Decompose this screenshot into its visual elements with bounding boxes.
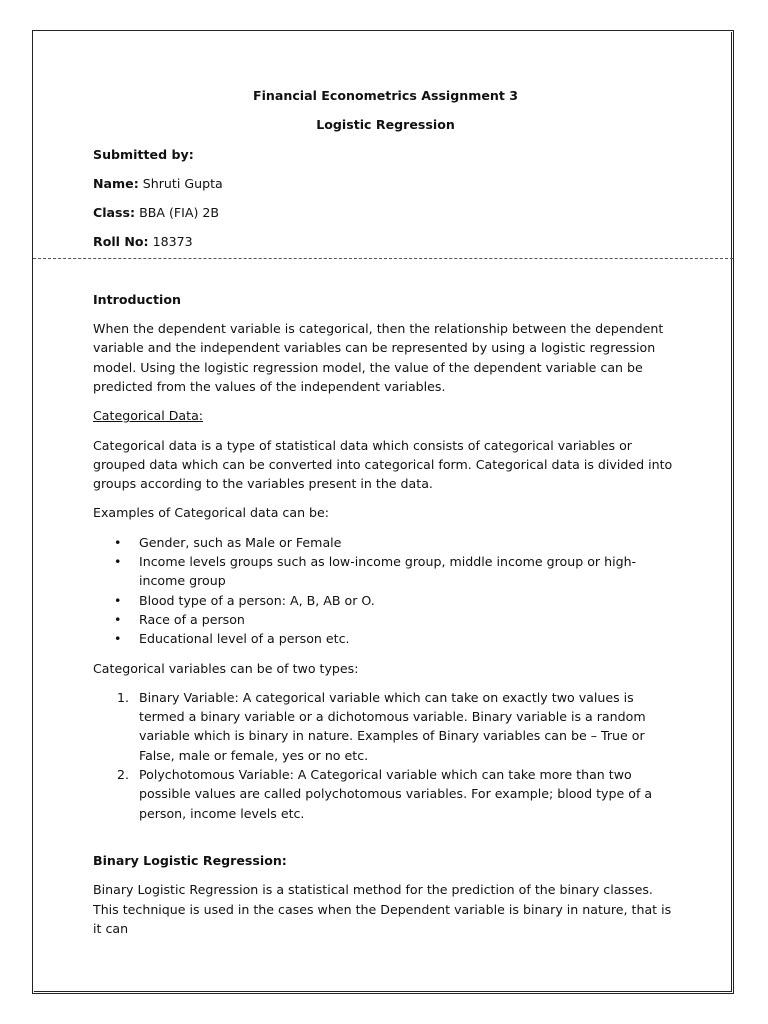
introduction-heading: Introduction: [93, 291, 181, 307]
list-item: [93, 688, 678, 765]
list-number: 1.: [117, 689, 130, 705]
class-value: BBA (FIA) 2B: [135, 205, 220, 221]
roll-label: Roll No:: [93, 234, 149, 250]
types-intro: Categorical variables can be of two types:: [93, 660, 359, 676]
document-subtitle: Logistic Regression: [316, 117, 455, 133]
name-label: Name:: [93, 175, 139, 191]
examples-list: [93, 533, 678, 649]
list-item: [93, 765, 678, 823]
examples-intro: Examples of Categorical data can be:: [93, 505, 330, 521]
name-value: Shruti Gupta: [138, 175, 223, 191]
list-item-text: Binary Variable: A categorical variable which can take on exactly two values is termed a binary variable or a dichotomous variable. Binary variable is a random variable which is binary in nature. Examples of Binary variables can be – True or False, male or female, yes or no etc.: [139, 689, 646, 763]
roll-line: [93, 232, 678, 251]
name-line: [93, 174, 678, 193]
list-number: 2.: [117, 767, 130, 783]
list-item-text: Polychotomous Variable: A Categorical variable which can take more than two possible values are called polychotomous variables. For example; blood type of a person, income levels etc.: [139, 767, 653, 821]
introduction-paragraph: When the dependent variable is categorical, then the relationship between the dependent variable and the independent variables can be represented by using a logistic regression model. Using the logistic regression model, the value of the dependent variable can be predicted from the values of the independent variables.: [93, 321, 664, 394]
document-title: Financial Econometrics Assignment 3: [252, 88, 519, 103]
categorical-data-heading: Categorical Data:: [93, 408, 204, 424]
submitted-by-label: Submitted by:: [93, 146, 194, 162]
list-item: • Income levels groups such as low-income group, middle income group or high-income group: [93, 552, 678, 591]
list-item: • Blood type of a person: A, B, AB or O.: [93, 591, 678, 610]
categorical-data-paragraph: Categorical data is a type of statistical data which consists of categorical variables or grouped data which can be converted into categorical form. Categorical data is divided into groups according to the variables present in the data.: [93, 437, 673, 492]
list-item: • Educational level of a person etc.: [93, 629, 678, 648]
list-item: • Race of a person: [93, 610, 678, 629]
roll-value: 18373: [148, 234, 193, 250]
binary-logistic-paragraph: Binary Logistic Regression is a statistical method for the prediction of the binary classes. This technique is used in the cases when the Dependent variable is binary in nature, that is it can: [93, 882, 672, 936]
document-body: [93, 86, 678, 938]
binary-logistic-heading: Binary Logistic Regression:: [93, 852, 287, 868]
list-item: • Gender, such as Male or Female: [93, 533, 678, 552]
variable-types-list: [93, 688, 678, 823]
class-line: [93, 203, 678, 222]
class-label: Class:: [93, 205, 136, 221]
